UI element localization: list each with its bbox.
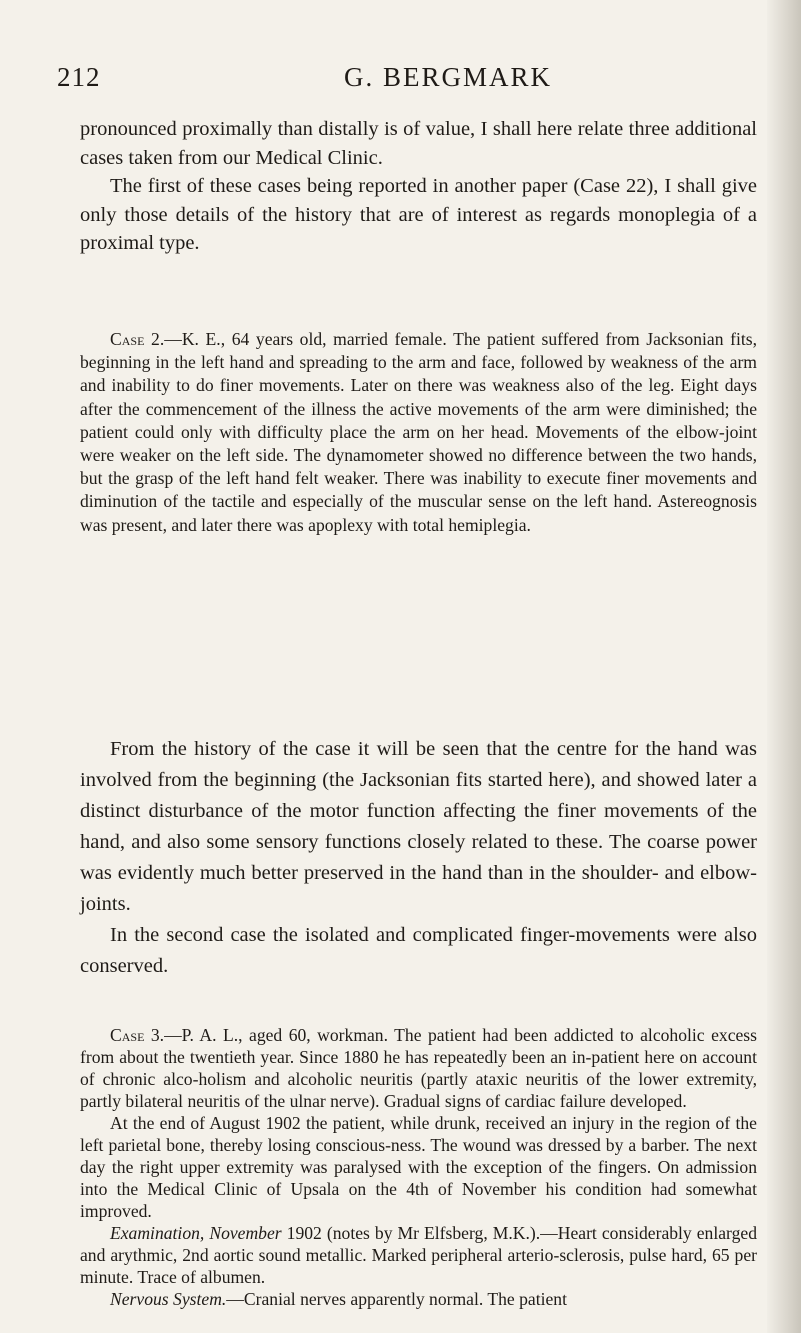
intro-section [80,115,757,258]
discussion-paragraph-2: In the second case the isolated and complicated finger-movements were also conserved. [80,924,757,977]
discussion-section [80,734,757,982]
examination-paragraph [80,1222,757,1288]
discussion-paragraph-1: From the history of the case it will be seen that the centre for the hand was involved from the beginning (the Jacksonian fits started here), and showed later a distinct disturbance of the motor function affecting the finer movements of the hand, and also some sensory functions closely related to these. The coarse power was evidently much better preserved in the hand than in the shoulder- and elbow-joints. [80,738,757,915]
case-2-section [80,328,757,537]
nervous-system-label: Nervous System. [110,1289,227,1309]
page-edge-shadow [767,0,801,1333]
examination-label: Examination, November [110,1223,282,1243]
page-header [57,62,747,102]
case-3-paragraph-2: At the end of August 1902 the patient, while drunk, received an injury in the region of the left parietal bone, thereby losing conscious-ness. The wound was dressed by a barber. The next day the right upper extremity was paralysed with the exception of the fingers. On admission into the Medical Clinic of Upsala on the 4th of November his condition had somewhat improved. [80,1113,757,1221]
intro-paragraph-2: The first of these cases being reported in another paper (Case 22), I shall give only those details of the history that are of interest as regards monoplegia of a proximal type. [80,175,757,255]
examination-text: 1902 (notes by Mr Elfsberg, M.K.).—Heart considerably enlarged and arythmic, 2nd aortic sound metallic. Marked peripheral arterio-sclerosis, pulse hard, 65 per minute. Trace of albumen. [80,1223,757,1287]
case-3-section [80,1024,757,1310]
running-head: G. BERGMARK [344,62,553,92]
nervous-system-text: —Cranial nerves apparently normal. The patient [226,1289,567,1309]
page-number: 212 [57,62,101,92]
case-3-label: Case 3. [110,1025,165,1045]
case-3-paragraph-1 [80,1024,757,1112]
case-2-label: Case 2. [110,329,165,349]
case-2-paragraph [80,328,757,537]
nervous-system-paragraph [80,1288,757,1310]
case-2-text: —K. E., 64 years old, married female. The patient suffered from Jacksonian fits, beginning in the left hand and spreading to the arm and face, followed by weakness of the arm and inability to do finer movements. Later on there was weakness also of the leg. Eight days after the commencement of the illness the active movements of the arm were diminished; the patient could only with difficulty place the arm on her head. Movements of the elbow-joint were weaker on the left side. The dynamometer showed no difference between the two hands, but the grasp of the left hand felt weaker. There was inability to execute finer movements and diminution of the tactile and especially of the muscular sense on the left hand. Astereognosis was present, and later there was apoplexy with total hemiplegia. [80,329,758,535]
intro-paragraph-1: pronounced proximally than distally is of value, I shall here relate three additional cases taken from our Medical Clinic. [80,118,757,169]
case-3-text: —P. A. L., aged 60, workman. The patient had been addicted to alcoholic excess from about the twentieth year. Since 1880 he has repeatedly been an in-patient here on account of chronic alco-holism and alcoholic neuritis (partly ataxic neuritis of the lower extremity, partly bilateral neuritis of the ulnar nerve). Gradual signs of cardiac failure developed. [80,1025,758,1111]
